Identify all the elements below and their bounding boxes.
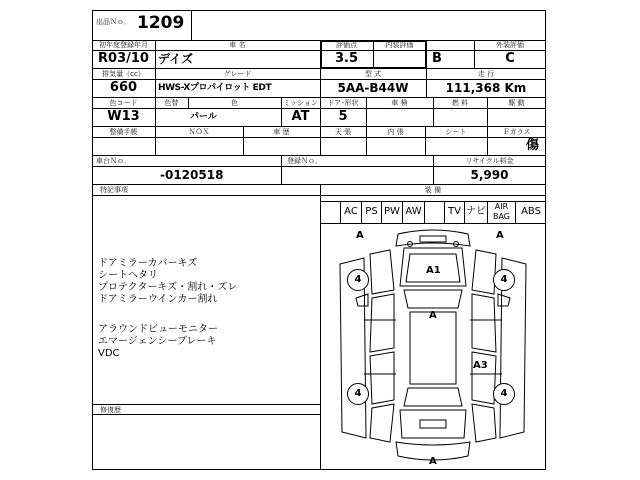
tyre-front-left: 4	[347, 269, 369, 291]
rule	[92, 155, 546, 156]
note-line: エマージェンシーブレーキ	[98, 336, 217, 347]
damage-roof: A1	[426, 265, 441, 276]
note-line: アラウンドビューモニター	[98, 324, 218, 335]
name-label: 車 名	[229, 41, 246, 49]
chassis-label: 車台Ｎｏ．	[96, 157, 131, 165]
right-front-door	[472, 294, 496, 352]
note-line: シートヘタリ	[98, 270, 158, 281]
left-mirror	[356, 294, 368, 306]
reg-label: 初年度登録年月	[99, 41, 148, 49]
damage-front-right: A	[496, 230, 504, 241]
color-value: パール	[190, 112, 217, 122]
left-rear-fender	[370, 404, 394, 442]
reg-value: R03/10	[98, 51, 149, 66]
left-front-fender	[370, 250, 394, 294]
tyre-front-right: 4	[493, 269, 515, 291]
color-label: 色	[231, 99, 238, 107]
damage-rear: A	[429, 456, 437, 467]
recycle-value: 5,990	[470, 168, 509, 182]
roof	[410, 312, 456, 384]
right-rear-fender	[472, 404, 496, 442]
repair-history-label: 修復歴	[100, 406, 121, 414]
interior-grade-value: B	[432, 51, 442, 66]
mileage-value: 111,368 Km	[445, 81, 527, 95]
transmission-label: ミッション	[283, 99, 318, 107]
color-code-value: W13	[107, 109, 140, 124]
car-diagram	[320, 224, 546, 470]
mileage-label: 走 行	[477, 70, 495, 78]
rule	[92, 404, 320, 405]
damage-right-rear: A3	[473, 360, 488, 371]
note-line: プロテクターキズ・割れ・ズレ	[98, 282, 238, 293]
equipment-label: 装 備	[424, 186, 442, 194]
exterior-grade-value: C	[505, 51, 515, 66]
color-code-label: 色コード	[109, 99, 138, 107]
name-value: デイズ	[158, 52, 194, 66]
doors-label: ドア･形状	[327, 99, 359, 107]
doors-value: 5	[338, 109, 348, 124]
damage-front-left: A	[356, 230, 364, 241]
score-value: 3.5	[334, 51, 359, 66]
chassis-value: -0120518	[160, 168, 224, 182]
front-glass-value: 傷	[525, 138, 539, 153]
equipment-pw: PW	[382, 201, 403, 223]
displacement-value: 660	[109, 80, 138, 95]
right-front-fender	[472, 250, 496, 294]
seat-label: シート	[445, 128, 467, 136]
lot-label: 出品Ｎｏ．	[96, 18, 131, 26]
transmission-value: AT	[291, 109, 310, 124]
color-change-label: 色替	[164, 99, 179, 107]
tyre-rear-right: 4	[493, 383, 515, 405]
front-glass-label: Ｆガラス	[502, 128, 531, 136]
note-line: ドアミラーウインカー割れ	[98, 294, 218, 305]
model-label: 型 式	[364, 70, 382, 78]
nox-label: ＮＯＸ	[188, 128, 210, 136]
equipment-airbag: AIR BAG	[488, 201, 516, 223]
lot-number: 1209	[137, 13, 185, 33]
model-value: 5AA-B44W	[337, 81, 409, 95]
equipment-blank	[425, 201, 445, 223]
rear-plate	[420, 420, 446, 428]
fuel-label: 燃 料	[451, 99, 469, 107]
rule	[92, 97, 546, 98]
rule	[92, 137, 546, 138]
interior-grade-label: 内装評価	[385, 41, 414, 49]
tyre-rear-left: 4	[347, 383, 369, 405]
score-label: 評価点	[336, 41, 357, 49]
equipment-aw: AW	[403, 201, 425, 223]
grade-label: グレード	[223, 70, 252, 78]
history-label: 車 歴	[273, 128, 290, 136]
equipment-tv: TV	[445, 201, 465, 223]
drive-label: 駆 動	[508, 99, 525, 107]
rule	[92, 184, 546, 185]
left-rear-door	[370, 352, 394, 404]
rule	[92, 414, 320, 415]
service-book-label: 整備手帳	[109, 128, 138, 136]
rule	[92, 68, 546, 69]
recycle-label: リサイクル料金	[465, 157, 514, 165]
windshield	[404, 290, 462, 308]
notes-label: 特記事項	[100, 186, 128, 194]
equipment-ps: PS	[362, 201, 382, 223]
interior-trim-label: 内 張	[387, 128, 404, 136]
left-front-door	[370, 294, 394, 352]
inspection-label: 車 検	[391, 99, 408, 107]
tailgate	[400, 410, 466, 438]
equipment-ac: AC	[340, 201, 362, 223]
damage-centre: A	[429, 310, 437, 321]
rear-glass	[404, 388, 462, 406]
rule	[92, 195, 546, 196]
front-plate	[420, 236, 446, 242]
displacement-label: 排気量（cc）	[102, 70, 145, 78]
registration-label: 登録Ｎｏ．	[287, 157, 322, 165]
ceiling-label: 天 張	[334, 128, 352, 136]
equipment-navi: ナビ	[465, 201, 488, 223]
right-mirror	[498, 294, 510, 306]
exterior-grade-label: 外装評価	[496, 41, 524, 49]
equipment-abs: ABS	[521, 206, 541, 217]
note-line: VDC	[98, 348, 120, 359]
rule	[281, 155, 282, 184]
grade-value: HWS-Xプロパイロット EDT	[158, 83, 272, 93]
rule	[92, 126, 546, 127]
note-line: ドアミラーカバーキズ	[98, 258, 198, 269]
